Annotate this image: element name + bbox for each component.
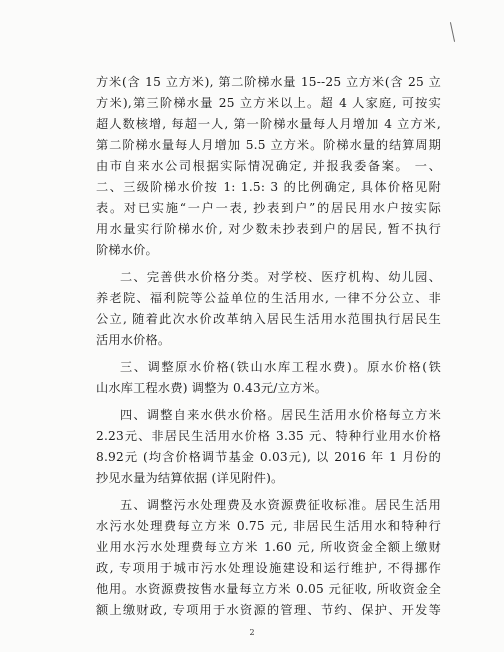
text-line: 方米(含 15 立方米), 第二阶梯水量 15--25 立方米(含 25 立 <box>96 75 441 89</box>
page-number: 2 <box>249 628 255 637</box>
paragraph-heading: 五、调整污水处理费及水资源费征收标准。居民生活用 <box>120 498 441 512</box>
paragraph-heading: 三、调整原水价格(铁山水库工程水费)。原水价格(铁 <box>120 360 441 374</box>
pen-mark <box>450 22 455 42</box>
text-line: 二、三级阶梯水价按 1: 1.5: 3 的比例确定, 具体价格见附 <box>96 180 441 194</box>
text-line: 用水量实行阶梯水价, 对少数未抄表到户的居民, 暂不执行 <box>96 222 441 236</box>
text-line: 活用水价格。 <box>96 333 171 347</box>
text-line: 阶梯水价。 <box>96 243 158 257</box>
text-line: 表。对已实施“一户一表, 抄表到户”的居民用水户按实际 <box>96 201 441 215</box>
text-line: 额上缴财政, 专项用于水资源的管理、节约、保护、开发等 <box>96 603 441 617</box>
text-line: 公立, 随着此次水价改革纳入居民生活用水范围执行居民生 <box>96 312 441 326</box>
text-line: 养老院、福利院等公益单位的生活用水, 一律不分公立、非 <box>96 291 441 305</box>
text-line: 由市自来水公司根据实际情况确定, 并报我委备案。 一、 <box>96 159 441 173</box>
text-line: 他用。水资源费按售水量每立方米 0.05 元征收, 所收资金全 <box>96 582 441 596</box>
paragraph-heading: 二、完善供水价格分类。对学校、医疗机构、幼儿园、 <box>120 270 441 284</box>
text-line: 业用水污水处理费每立方米 1.60 元, 所收资金全额上缴财 <box>96 540 441 554</box>
text-line: 山水库工程水费) 调整为 0.43元/立方米。 <box>96 381 328 395</box>
text-line: 2.23元、非居民生活用水价格 3.35 元、特种行业用水价格 <box>96 429 441 443</box>
text-line: 第二阶梯水量每人月增加 5.5 立方米。阶梯水量的结算周期 <box>96 138 441 152</box>
text-line: 超人数核增, 每超一人, 第一阶梯水量每人月增加 4 立方米, <box>96 117 441 131</box>
text-line: 方米),第三阶梯水量 25 立方米以上。超 4 人家庭, 可按实 <box>96 96 441 110</box>
text-line: 水污水处理费每立方米 0.75 元, 非居民生活用水和特种行 <box>96 519 441 533</box>
text-line: 抄见水量为结算依据 (详见附件)。 <box>96 471 284 485</box>
paragraph-heading: 四、调整自来水供水价格。居民生活用水价格每立方米 <box>120 408 441 422</box>
text-line: 政, 专项用于城市污水处理设施建设和运行维护, 不得挪作 <box>96 561 441 575</box>
text-line: 8.92元 (均含价格调节基金 0.03元), 以 2016 年 1 月份的 <box>96 450 441 464</box>
